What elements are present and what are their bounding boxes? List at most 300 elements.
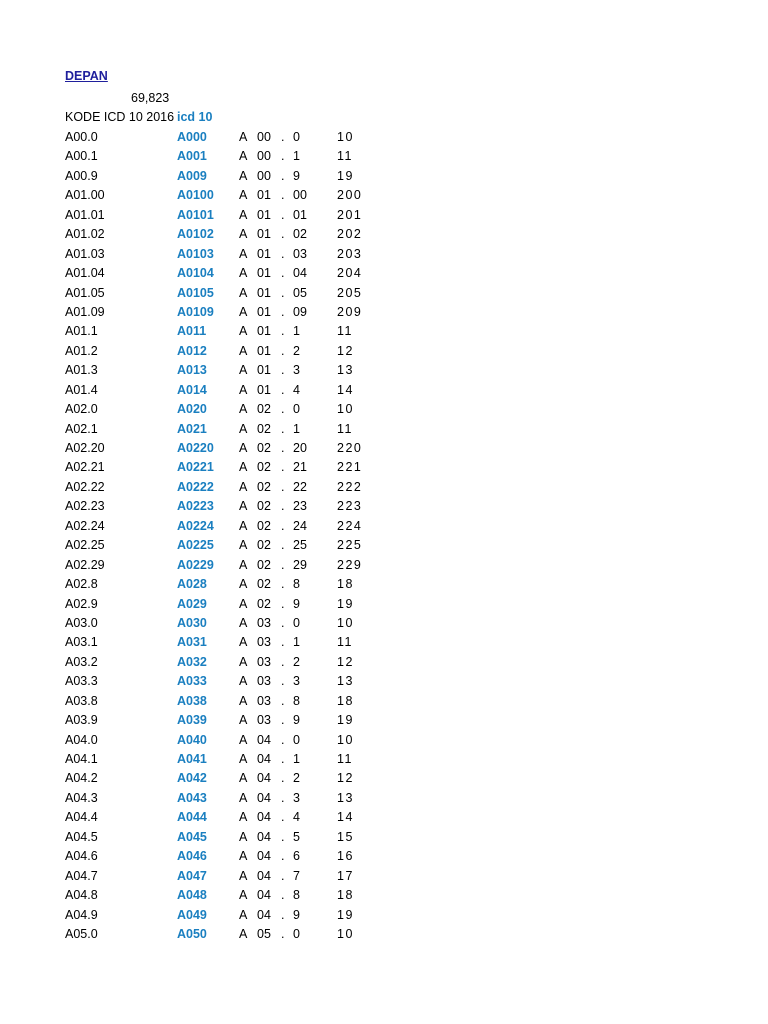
icd-compact-cell: A029 [177,596,207,611]
chapter-letter-cell: A [239,382,248,397]
icd-code-cell: A01.05 [65,285,105,300]
table-row [0,459,768,478]
number-cell: 11 [337,752,353,766]
chapter-letter-cell: A [239,538,248,553]
subcode-cell: 00 [293,188,307,203]
subcode-cell: 21 [293,460,307,475]
category-cell: 01 [257,363,271,378]
chapter-letter-cell: A [239,499,248,514]
number-cell: 12 [337,343,354,358]
separator-cell: . [281,188,285,203]
subcode-cell: 1 [293,421,300,436]
icd-code-cell: A04.8 [65,888,98,903]
subcode-cell: 1 [293,752,300,766]
category-cell: 01 [257,188,271,203]
chapter-letter-cell: A [239,227,248,242]
number-cell: 222 [337,479,363,494]
number-cell: 221 [337,460,363,475]
subcode-cell: 0 [293,926,300,941]
table-row [0,615,768,634]
subcode-cell: 1 [293,324,300,339]
icd-code-cell: A02.25 [65,538,105,553]
icd-compact-cell: A032 [177,654,207,669]
icd-code-cell: A01.2 [65,343,98,358]
category-cell: 03 [257,635,271,650]
separator-cell: . [281,849,285,864]
separator-cell: . [281,421,285,436]
icd-compact-cell: A013 [177,363,207,378]
icd-code-cell: A04.3 [65,790,98,805]
table-row [0,790,768,809]
chapter-letter-cell: A [239,479,248,494]
table-row [0,654,768,673]
category-cell: 02 [257,421,271,436]
number-cell: 10 [337,926,354,941]
icd-compact-cell: A042 [177,771,207,786]
icd-compact-cell: A0223 [177,499,214,514]
kode-header: KODE ICD 10 2016 [65,110,175,124]
icd-compact-cell: A0100 [177,188,214,203]
number-cell: 200 [337,188,363,203]
separator-cell: . [281,557,285,572]
icd-code-cell: A02.29 [65,557,105,572]
icd-compact-cell: A0229 [177,557,214,572]
number-cell: 18 [337,577,354,592]
category-cell: 04 [257,907,271,922]
icd-code-cell: A04.2 [65,771,98,786]
category-cell: 02 [257,538,271,553]
chapter-letter-cell: A [239,577,248,592]
icd-code-cell: A03.3 [65,674,98,689]
subcode-cell: 9 [293,907,300,922]
chapter-letter-cell: A [239,693,248,708]
category-cell: 04 [257,790,271,805]
subcode-cell: 2 [293,771,300,786]
separator-cell: . [281,888,285,903]
number-cell: 209 [337,304,363,319]
number-cell: 203 [337,246,363,261]
table-row [0,401,768,420]
table-row [0,868,768,887]
category-cell: 04 [257,732,271,747]
category-cell: 01 [257,246,271,261]
icd-header: icd 10 [177,110,213,124]
icd-code-cell: A00.9 [65,168,98,183]
number-cell: 204 [337,266,363,281]
separator-cell: . [281,382,285,397]
number-cell: 202 [337,227,363,242]
icd-code-cell: A04.6 [65,849,98,864]
subcode-cell: 0 [293,130,300,144]
subcode-cell: 2 [293,343,300,358]
category-cell: 04 [257,888,271,903]
number-cell: 18 [337,693,354,708]
table-row [0,693,768,712]
icd-compact-cell: A012 [177,343,207,358]
chapter-letter-cell: A [239,868,248,883]
number-cell: 11 [337,421,353,436]
chapter-letter-cell: A [239,732,248,747]
number-cell: 19 [337,713,354,728]
subcode-cell: 24 [293,518,307,533]
subcode-cell: 09 [293,304,307,319]
number-cell: 15 [337,829,354,844]
category-cell: 02 [257,557,271,572]
category-cell: 03 [257,674,271,689]
icd-code-cell: A02.23 [65,499,105,514]
number-cell: 10 [337,402,354,417]
table-row [0,907,768,926]
chapter-letter-cell: A [239,168,248,183]
table-row [0,829,768,848]
icd-compact-cell: A020 [177,402,207,417]
category-cell: 02 [257,402,271,417]
subcode-cell: 7 [293,868,300,883]
chapter-letter-cell: A [239,441,248,455]
header-row [0,110,768,129]
subcode-cell: 20 [293,441,307,455]
subcode-cell: 0 [293,402,300,417]
table-row [0,848,768,867]
subcode-cell: 2 [293,654,300,669]
table-row [0,207,768,226]
icd-compact-cell: A0221 [177,460,214,475]
icd-code-cell: A02.21 [65,460,105,475]
subcode-cell: 0 [293,732,300,747]
separator-cell: . [281,926,285,941]
icd-code-cell: A03.2 [65,654,98,669]
separator-cell: . [281,654,285,669]
chapter-letter-cell: A [239,285,248,300]
category-cell: 02 [257,518,271,533]
number-cell: 220 [337,441,363,455]
icd-code-cell: A01.4 [65,382,98,397]
icd-compact-cell: A0225 [177,538,214,553]
separator-cell: . [281,577,285,592]
subcode-cell: 05 [293,285,307,300]
icd-code-cell: A03.9 [65,713,98,728]
table-row [0,770,768,789]
subcode-cell: 9 [293,713,300,728]
category-cell: 02 [257,596,271,611]
subcode-cell: 1 [293,635,300,650]
category-cell: 04 [257,771,271,786]
icd-compact-cell: A0102 [177,227,214,242]
subcode-cell: 23 [293,499,307,514]
table-row [0,304,768,323]
chapter-letter-cell: A [239,829,248,844]
category-cell: 01 [257,266,271,281]
chapter-letter-cell: A [239,402,248,417]
number-cell: 14 [337,810,354,825]
table-row [0,382,768,401]
separator-cell: . [281,752,285,766]
separator-cell: . [281,615,285,630]
subcode-cell: 5 [293,829,300,844]
subcode-cell: 6 [293,849,300,864]
category-cell: 04 [257,868,271,883]
number-cell: 223 [337,499,363,514]
chapter-letter-cell: A [239,888,248,903]
subcode-cell: 25 [293,538,307,553]
number-cell: 12 [337,654,354,669]
category-cell: 00 [257,130,271,144]
table-row [0,576,768,595]
category-cell: 04 [257,752,271,766]
chapter-letter-cell: A [239,907,248,922]
separator-cell: . [281,441,285,455]
separator-cell: . [281,363,285,378]
separator-cell: . [281,149,285,164]
number-cell: 19 [337,596,354,611]
table-row [0,343,768,362]
category-cell: 03 [257,693,271,708]
icd-code-cell: A01.00 [65,188,105,203]
table-row [0,557,768,576]
icd-compact-cell: A000 [177,130,207,144]
table-row [0,440,768,459]
category-cell: 02 [257,499,271,514]
icd-compact-cell: A0105 [177,285,214,300]
number-cell: 13 [337,363,354,378]
category-cell: 04 [257,810,271,825]
number-cell: 18 [337,888,354,903]
number-cell: 11 [337,635,353,650]
separator-cell: . [281,868,285,883]
icd-compact-cell: A011 [177,324,207,339]
table-row [0,285,768,304]
number-cell: 11 [337,149,353,164]
subcode-cell: 04 [293,266,307,281]
category-cell: 01 [257,207,271,222]
table-row [0,323,768,342]
category-cell: 02 [257,479,271,494]
icd-compact-cell: A0103 [177,246,214,261]
table-row [0,518,768,537]
number-cell: 16 [337,849,354,864]
icd-code-cell: A04.4 [65,810,98,825]
table-row [0,809,768,828]
icd-compact-cell: A043 [177,790,207,805]
table-row [0,634,768,653]
icd-compact-cell: A0222 [177,479,214,494]
number-cell: 10 [337,615,354,630]
icd-code-cell: A02.8 [65,577,98,592]
table-row [0,265,768,284]
category-cell: 01 [257,343,271,358]
subcode-cell: 9 [293,168,300,183]
separator-cell: . [281,285,285,300]
category-cell: 03 [257,615,271,630]
icd-code-cell: A00.0 [65,130,98,144]
subcode-cell: 22 [293,479,307,494]
icd-compact-cell: A050 [177,926,207,941]
icd-compact-cell: A044 [177,810,207,825]
icd-code-cell: A02.24 [65,518,105,533]
icd-compact-cell: A0224 [177,518,214,533]
icd-compact-cell: A0220 [177,441,214,455]
category-cell: 03 [257,713,271,728]
depan-link[interactable]: DEPAN [65,69,108,83]
table-row [0,187,768,206]
table-row [0,226,768,245]
icd-code-cell: A03.1 [65,635,98,650]
icd-code-cell: A02.1 [65,421,98,436]
separator-cell: . [281,266,285,281]
separator-cell: . [281,324,285,339]
chapter-letter-cell: A [239,849,248,864]
separator-cell: . [281,907,285,922]
icd-compact-cell: A040 [177,732,207,747]
subcode-cell: 4 [293,382,300,397]
separator-cell: . [281,596,285,611]
table-row [0,168,768,187]
code-table [0,129,768,945]
number-cell: 14 [337,382,354,397]
chapter-letter-cell: A [239,421,248,436]
chapter-letter-cell: A [239,615,248,630]
category-cell: 01 [257,285,271,300]
subcode-cell: 1 [293,149,300,164]
separator-cell: . [281,343,285,358]
separator-cell: . [281,732,285,747]
category-cell: 03 [257,654,271,669]
icd-compact-cell: A001 [177,149,207,164]
separator-cell: . [281,130,285,144]
icd-compact-cell: A041 [177,752,207,766]
icd-code-cell: A05.0 [65,926,98,941]
icd-code-cell: A02.9 [65,596,98,611]
subcode-cell: 8 [293,693,300,708]
number-cell: 10 [337,130,354,144]
separator-cell: . [281,693,285,708]
number-cell: 11 [337,324,353,339]
icd-compact-cell: A0104 [177,266,214,281]
icd-compact-cell: A021 [177,421,207,436]
number-cell: 225 [337,538,363,553]
chapter-letter-cell: A [239,790,248,805]
chapter-letter-cell: A [239,207,248,222]
chapter-letter-cell: A [239,304,248,319]
table-row [0,479,768,498]
icd-code-cell: A00.1 [65,149,98,164]
chapter-letter-cell: A [239,343,248,358]
category-cell: 01 [257,324,271,339]
table-row [0,129,768,148]
separator-cell: . [281,207,285,222]
separator-cell: . [281,713,285,728]
number-cell: 12 [337,771,354,786]
separator-cell: . [281,246,285,261]
chapter-letter-cell: A [239,130,248,144]
table-row [0,926,768,945]
separator-cell: . [281,402,285,417]
icd-code-cell: A01.02 [65,227,105,242]
chapter-letter-cell: A [239,266,248,281]
chapter-letter-cell: A [239,654,248,669]
chapter-letter-cell: A [239,752,248,766]
total-value: 69,823 [131,91,170,105]
table-row [0,751,768,770]
chapter-letter-cell: A [239,324,248,339]
table-row [0,537,768,556]
separator-cell: . [281,168,285,183]
separator-cell: . [281,479,285,494]
separator-cell: . [281,304,285,319]
table-row [0,362,768,381]
number-cell: 19 [337,168,354,183]
icd-compact-cell: A049 [177,907,207,922]
separator-cell: . [281,790,285,805]
chapter-letter-cell: A [239,363,248,378]
separator-cell: . [281,771,285,786]
icd-code-cell: A01.1 [65,324,98,339]
separator-cell: . [281,829,285,844]
subcode-cell: 01 [293,207,307,222]
subcode-cell: 03 [293,246,307,261]
icd-compact-cell: A030 [177,615,207,630]
separator-cell: . [281,518,285,533]
icd-compact-cell: A009 [177,168,207,183]
icd-code-cell: A02.20 [65,441,105,455]
chapter-letter-cell: A [239,460,248,475]
icd-code-cell: A01.03 [65,246,105,261]
number-cell: 19 [337,907,354,922]
icd-code-cell: A02.0 [65,402,98,417]
chapter-letter-cell: A [239,518,248,533]
subcode-cell: 3 [293,363,300,378]
number-cell: 10 [337,732,354,747]
chapter-letter-cell: A [239,188,248,203]
table-row [0,887,768,906]
table-row [0,498,768,517]
category-cell: 02 [257,577,271,592]
number-cell: 229 [337,557,363,572]
number-cell: 17 [337,868,354,883]
table-row [0,148,768,167]
separator-cell: . [281,227,285,242]
number-cell: 201 [337,207,363,222]
number-cell: 224 [337,518,363,533]
icd-compact-cell: A014 [177,382,207,397]
category-cell: 01 [257,382,271,397]
table-row [0,246,768,265]
icd-compact-cell: A038 [177,693,207,708]
category-cell: 01 [257,227,271,242]
icd-compact-cell: A031 [177,635,207,650]
category-cell: 00 [257,149,271,164]
table-row [0,421,768,440]
icd-compact-cell: A045 [177,829,207,844]
chapter-letter-cell: A [239,674,248,689]
category-cell: 01 [257,304,271,319]
icd-code-cell: A01.09 [65,304,105,319]
category-cell: 04 [257,829,271,844]
icd-code-cell: A03.0 [65,615,98,630]
number-cell: 205 [337,285,363,300]
subcode-cell: 0 [293,615,300,630]
icd-compact-cell: A046 [177,849,207,864]
separator-cell: . [281,810,285,825]
separator-cell: . [281,635,285,650]
separator-cell: . [281,538,285,553]
icd-code-cell: A01.3 [65,363,98,378]
table-row [0,673,768,692]
chapter-letter-cell: A [239,635,248,650]
separator-cell: . [281,674,285,689]
chapter-letter-cell: A [239,149,248,164]
icd-compact-cell: A028 [177,577,207,592]
